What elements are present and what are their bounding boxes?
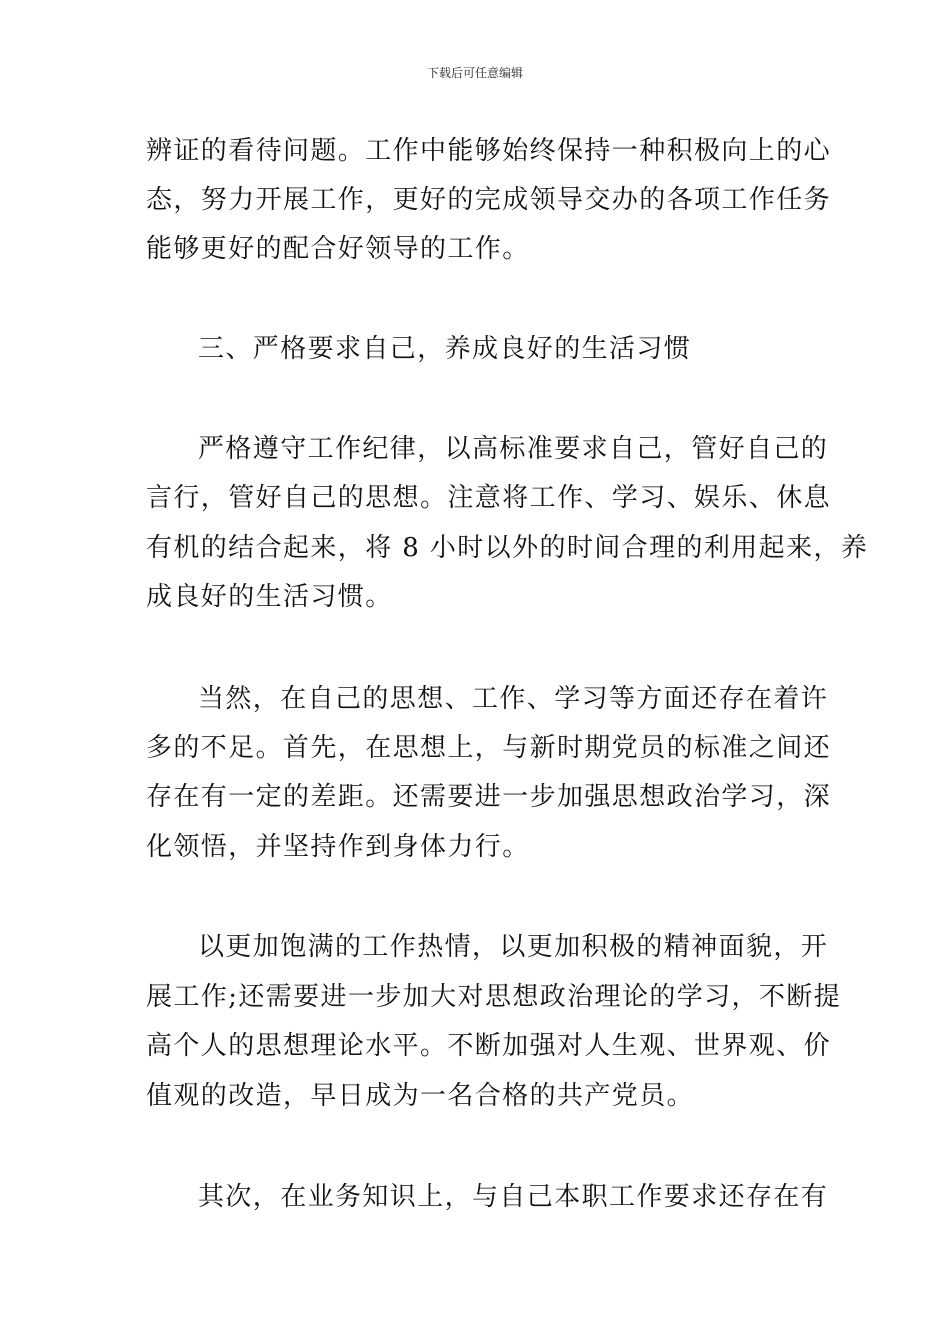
section-heading: 三、严格要求自己，养成良好的生活习惯 xyxy=(198,334,692,364)
paragraph-line: 展工作;还需要进一步加大对思想政治理论的学习，不断提 xyxy=(146,982,842,1012)
paragraph-line: 能够更好的配合好领导的工作。 xyxy=(146,234,530,264)
paragraph-line: 值观的改造，早日成为一名合格的共产党员。 xyxy=(146,1081,695,1111)
page-header: 下载后可任意编辑 xyxy=(426,66,523,80)
paragraph-line: 态，努力开展工作，更好的完成领导交办的各项工作任务 xyxy=(146,185,832,215)
paragraph-line: 高个人的思想理论水平。不断加强对人生观、世界观、价 xyxy=(146,1031,832,1061)
paragraph-line: 有机的结合起来，将 8 小时以外的时间合理的利用起来，养 xyxy=(146,533,869,563)
paragraph-line: 当然，在自己的思想、工作、学习等方面还存在着许 xyxy=(198,684,829,714)
paragraph-line: 其次，在业务知识上，与自己本职工作要求还存在有 xyxy=(198,1182,829,1212)
paragraph-line: 成良好的生活习惯。 xyxy=(146,582,393,612)
paragraph-line: 多的不足。首先，在思想上，与新时期党员的标准之间还 xyxy=(146,733,832,763)
paragraph-line: 严格遵守工作纪律，以高标准要求自己，管好自己的 xyxy=(198,434,829,464)
paragraph-line: 言行，管好自己的思想。注意将工作、学习、娱乐、休息 xyxy=(146,483,832,513)
paragraph-line: 辨证的看待问题。工作中能够始终保持一种积极向上的心 xyxy=(146,136,832,166)
paragraph-line: 存在有一定的差距。还需要进一步加强思想政治学习，深 xyxy=(146,782,832,812)
paragraph-line: 以更加饱满的工作热情，以更加积极的精神面貌，开 xyxy=(198,932,829,962)
paragraph-line: 化领悟，并坚持作到身体力行。 xyxy=(146,832,530,862)
